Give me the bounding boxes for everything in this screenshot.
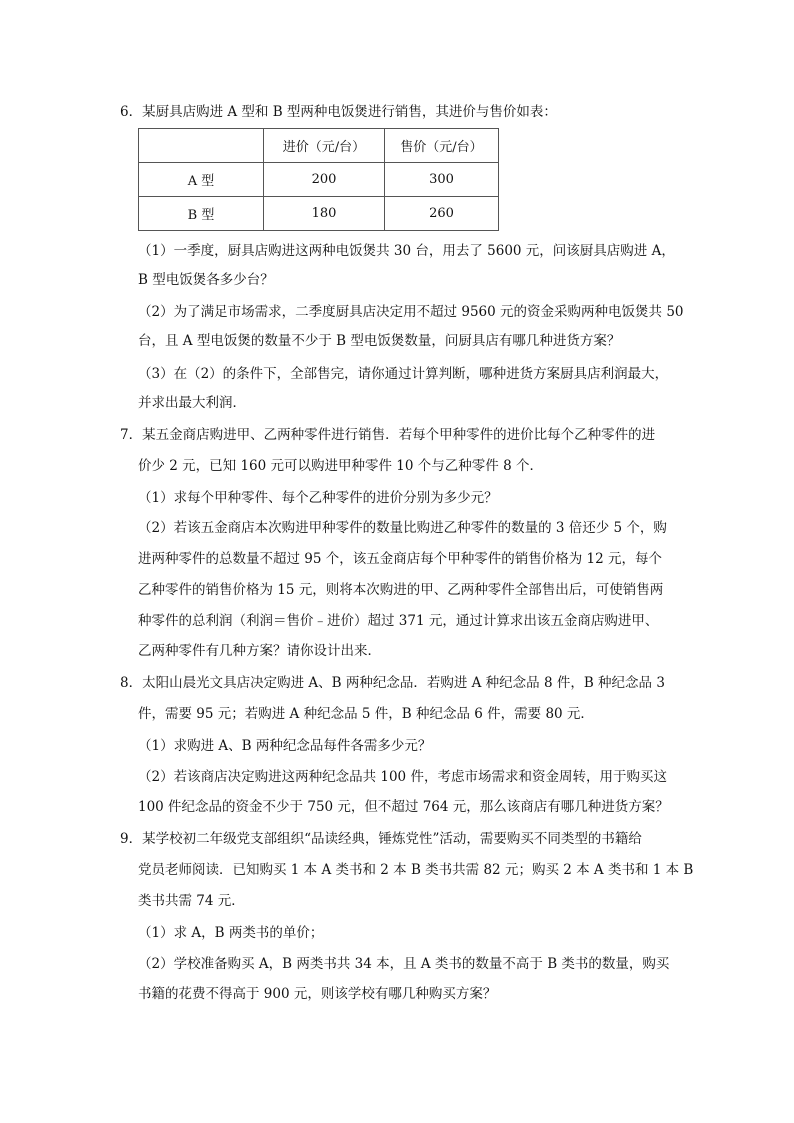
q9-part2: （2）学校准备购买 A，B 两类书共 34 本，且 A 类书的数量不高于 B 类书的数量，购买 <box>138 956 670 972</box>
q9-stem: 9．某学校初二年级党支部组织“品读经典，锤炼党性”活动，需要购买不同类型的书籍给 <box>120 831 642 847</box>
q9-part1: （1）求 A，B 两类书的单价； <box>138 925 324 941</box>
q7-part2: （2）若该五金商店本次购进甲种零件的数量比购进乙种零件的数量的 3 倍还少 5 个，购 <box>138 520 667 536</box>
q6-part2: （2）为了满足市场需求，二季度厨具店决定用不超过 9560 元的资金采购两种电饭煲共 50 <box>138 304 684 320</box>
table-row <box>139 197 499 231</box>
table-cell <box>139 129 264 163</box>
q7-part2-cont: 进两种零件的总数量不超过 95 个，该五金商店每个甲种零件的销售价格为 12 元，每个 <box>138 551 663 567</box>
table-cell: B 型 <box>139 197 264 231</box>
q9-stem-cont: 类书共需 74 元． <box>138 893 245 909</box>
table-cell: 进价（元/台） <box>264 129 385 163</box>
q7-part2-cont: 乙种零件的销售价格为 15 元，则将本次购进的甲、乙两种零件全部售出后，可使销售两 <box>138 582 664 598</box>
table-row <box>139 163 499 197</box>
table-cell: 300 <box>385 163 499 197</box>
table-cell: 260 <box>385 197 499 231</box>
q7-part2-cont: 乙两种零件有几种方案？请你设计出来． <box>138 643 381 659</box>
q8-part1: （1）求购进 A、B 两种纪念品每件各需多少元？ <box>138 738 432 754</box>
table-cell: 售价（元/台） <box>385 129 499 163</box>
table-cell: A 型 <box>139 163 264 197</box>
q6-part3: （3）在（2）的条件下，全部售完，请你通过计算判断，哪种进货方案厨具店利润最大， <box>138 366 669 382</box>
table-cell: 200 <box>264 163 385 197</box>
q7-part2-cont: 种零件的总利润（利润＝售价﹣进价）超过 371 元，通过计算求出该五金商店购进甲、 <box>138 613 659 629</box>
q9-part2-cont: 书籍的花费不得高于 900 元，则该学校有哪几种购买方案？ <box>138 986 497 1002</box>
q7-part1: （1）求每个甲种零件、每个乙种零件的进价分别为多少元？ <box>138 490 498 506</box>
price-table <box>138 128 499 231</box>
q9-stem-cont: 党员老师阅读．已知购买 1 本 A 类书和 2 本 B 类书共需 82 元；购买 2 本 A 类书和 1 本 B <box>138 862 694 878</box>
q8-stem: 8．太阳山晨光文具店决定购进 A、B 两种纪念品．若购进 A 种纪念品 8 件，B 种纪念品 3 <box>120 675 665 691</box>
q8-part2: （2）若该商店决定购进这两种纪念品共 100 件，考虑市场需求和资金周转，用于购买这 <box>138 769 667 785</box>
table-cell: 180 <box>264 197 385 231</box>
q6-part1: （1）一季度，厨具店购进这两种电饭煲共 30 台，用去了 5600 元，问该厨具店购进 A， <box>138 243 675 259</box>
table-header-row <box>139 129 499 163</box>
q6-part3-cont: 并求出最大利润． <box>138 395 246 411</box>
q8-part2-cont: 100 件纪念品的资金不少于 750 元，但不超过 764 元，那么该商店有哪几种进货方案？ <box>138 799 669 815</box>
q7-stem-cont: 价少 2 元，已知 160 元可以购进甲种零件 10 个与乙种零件 8 个． <box>138 458 543 474</box>
q6-part2-cont: 台，且 A 型电饭煲的数量不少于 B 型电饭煲数量，问厨具店有哪几种进货方案？ <box>138 333 621 349</box>
q6-stem: 6．某厨具店购进 A 型和 B 型两种电饭煲进行销售，其进价与售价如表： <box>120 104 557 120</box>
q6-part1-cont: B 型电饭煲各多少台？ <box>138 272 274 288</box>
q7-stem: 7．某五金商店购进甲、乙两种零件进行销售．若每个甲种零件的进价比每个乙种零件的进 <box>120 427 656 443</box>
q8-stem-cont: 件，需要 95 元；若购进 A 种纪念品 5 件，B 种纪念品 6 件，需要 80 元． <box>138 706 594 722</box>
